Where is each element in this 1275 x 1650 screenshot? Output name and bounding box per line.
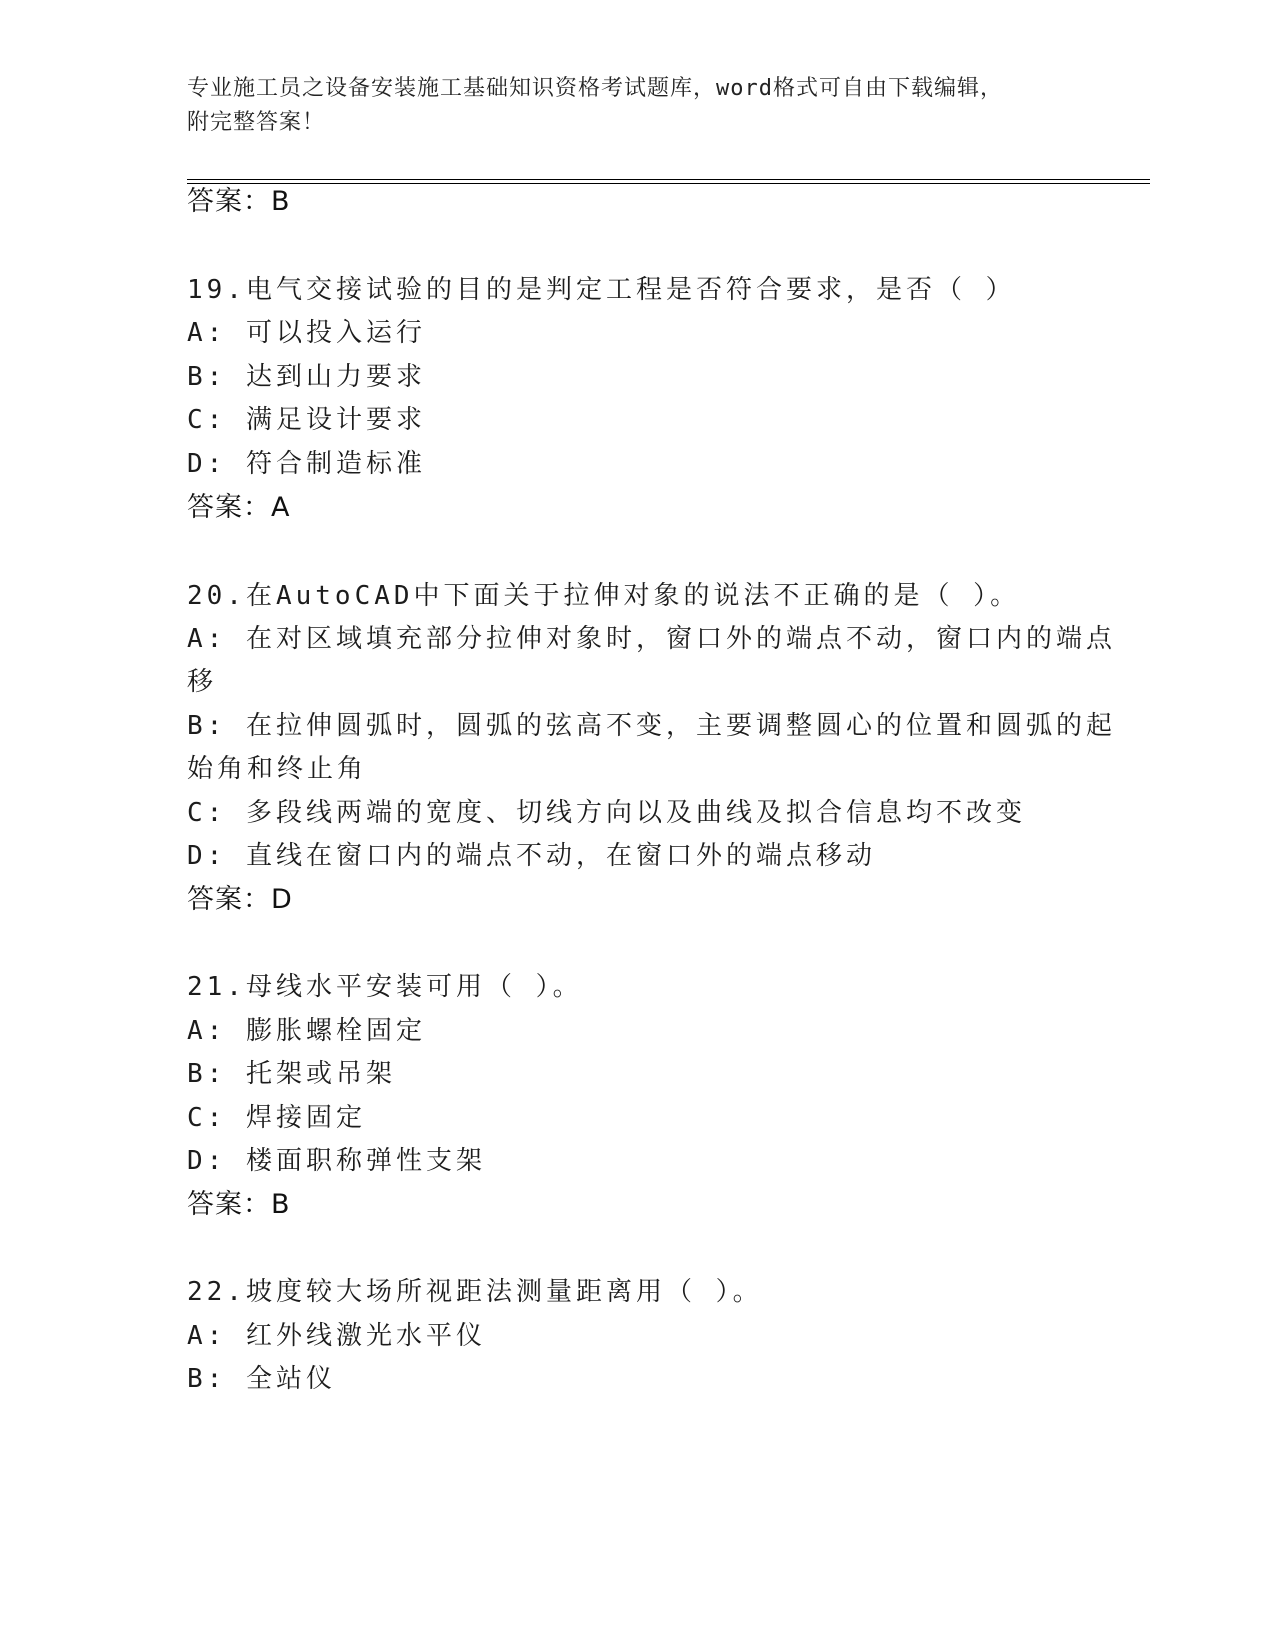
question-20-answer: 答案：D (187, 884, 293, 915)
question-20-stem: 20.在AutoCAD中下面关于拉伸对象的说法不正确的是（ ）。 (187, 581, 1021, 611)
header-line-1: 专业施工员之设备安装施工基础知识资格考试题库，word格式可自由下载编辑， (187, 76, 1003, 101)
question-19-option-a: A: 可以投入运行 (187, 318, 426, 348)
question-19-option-c: C: 满足设计要求 (187, 405, 426, 435)
question-22-option-a: A: 红外线激光水平仪 (187, 1321, 486, 1351)
question-19-answer: 答案：A (187, 492, 291, 523)
question-20-option-a-line2: 移 (187, 667, 218, 697)
question-20-option-d: D: 直线在窗口内的端点不动，在窗口外的端点移动 (187, 841, 876, 871)
answer-previous: 答案：B (187, 186, 291, 217)
question-20-option-a-line1: A: 在对区域填充部分拉伸对象时，窗口外的端点不动，窗口内的端点 (187, 624, 1116, 654)
question-21-option-a: A: 膨胀螺栓固定 (187, 1016, 426, 1046)
question-22-stem: 22.坡度较大场所视距法测量距离用（ ）。 (187, 1277, 763, 1307)
question-19-option-d: D: 符合制造标准 (187, 449, 426, 479)
question-21-stem: 21.母线水平安装可用（ ）。 (187, 972, 583, 1002)
question-21-option-c: C: 焊接固定 (187, 1103, 366, 1133)
header-divider-top (187, 179, 1150, 180)
question-19-stem: 19.电气交接试验的目的是判定工程是否符合要求，是否（ ） (187, 275, 1016, 305)
question-20-option-c: C: 多段线两端的宽度、切线方向以及曲线及拟合信息均不改变 (187, 798, 1026, 828)
question-21-option-d: D: 楼面职称弹性支架 (187, 1146, 486, 1176)
question-20-option-b-line2: 始角和终止角 (187, 754, 368, 784)
question-20-option-b-line1: B: 在拉伸圆弧时，圆弧的弦高不变，主要调整圆心的位置和圆弧的起 (187, 711, 1116, 741)
document-header (187, 72, 1067, 140)
question-21-option-b: B: 托架或吊架 (187, 1059, 396, 1089)
question-19-option-b: B: 达到山力要求 (187, 362, 426, 392)
header-line-2: 附完整答案！ (187, 110, 326, 135)
question-21-answer: 答案：B (187, 1189, 291, 1220)
question-22-option-b: B: 全站仪 (187, 1364, 336, 1394)
